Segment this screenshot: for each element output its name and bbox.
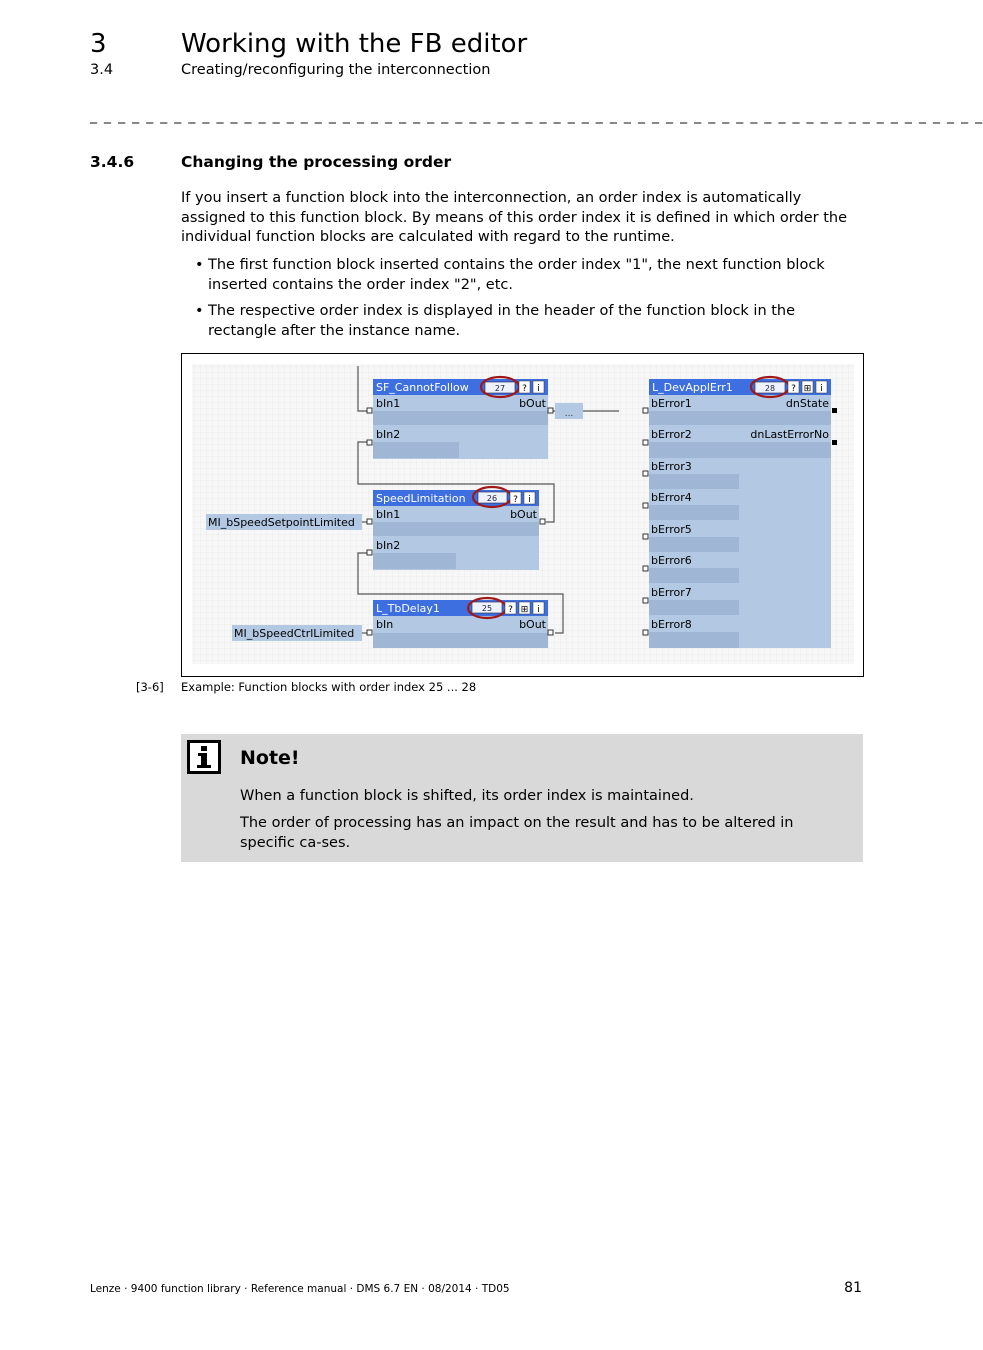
port-label: bError6 <box>651 554 692 567</box>
bullet-marker: • <box>195 257 204 273</box>
grid-icon-glyph: ⊞ <box>520 605 529 615</box>
order-index: 25 <box>481 604 493 613</box>
function-block[interactable] <box>643 377 837 648</box>
footer-text: Lenze · 9400 function library · Reference manual · DMS 6.7 EN · 08/2014 · TD05 <box>90 1283 510 1295</box>
port-label: dnState <box>785 397 829 410</box>
info-icon <box>187 740 221 774</box>
signal-label: MI_bSpeedSetpointLimited <box>208 516 355 529</box>
block-row <box>373 522 539 536</box>
block-name: SF_CannotFollow <box>376 381 469 394</box>
block-name: SpeedLimitation <box>376 492 466 505</box>
port-label: bIn2 <box>376 539 401 552</box>
port-label: bIn1 <box>376 397 401 410</box>
port-label: bError7 <box>651 586 692 599</box>
chapter-title: Working with the FB editor <box>181 29 528 59</box>
input-port[interactable] <box>643 630 648 635</box>
port-label: bIn2 <box>376 428 401 441</box>
bullet-marker: • <box>195 303 204 319</box>
block-row <box>649 568 739 583</box>
help-icon-glyph: ? <box>513 495 518 505</box>
subsection-number: 3.4.6 <box>90 153 135 171</box>
block-row <box>649 600 739 615</box>
output-port[interactable] <box>832 440 837 445</box>
note-box <box>181 734 863 862</box>
input-port[interactable] <box>643 566 648 571</box>
figure-caption-number: [3-6] <box>136 680 164 694</box>
input-port[interactable] <box>367 440 372 445</box>
block-row <box>373 553 456 569</box>
bullet-text: The respective order index is displayed in the header of the function block in the rectangle after the instance name. <box>208 303 796 339</box>
port-label: bError3 <box>651 460 692 473</box>
block-row <box>373 442 459 458</box>
input-port[interactable] <box>367 408 372 413</box>
block-row <box>373 633 548 648</box>
note-paragraph: The order of processing has an impact on the result and has to be altered in specific ca-ses. <box>240 815 794 851</box>
block-name: L_DevApplErr1 <box>652 381 733 394</box>
output-port[interactable] <box>540 519 545 524</box>
port-label: bError1 <box>651 397 692 410</box>
block-row <box>649 411 831 425</box>
figure-caption: Example: Function blocks with order index 25 ... 28 <box>181 680 477 694</box>
port-label: bError5 <box>651 523 692 536</box>
block-row <box>649 537 739 552</box>
fb-diagram <box>182 354 863 676</box>
input-port[interactable] <box>643 598 648 603</box>
block-row <box>649 632 739 648</box>
info-icon-glyph: i <box>537 605 540 615</box>
output-port[interactable] <box>548 408 553 413</box>
input-port[interactable] <box>367 630 372 635</box>
input-port[interactable] <box>643 471 648 476</box>
note-paragraph: When a function block is shifted, its order index is maintained. <box>240 788 694 804</box>
bullet-text: The first function block inserted contains the order index "1", the next function block inserted contains the order index "2", etc. <box>208 257 825 293</box>
signal-label: MI_bSpeedCtrlLimited <box>234 627 355 640</box>
help-icon-glyph: ? <box>522 384 527 394</box>
port-label: bIn1 <box>376 508 401 521</box>
port-label: bError2 <box>651 428 692 441</box>
input-port[interactable] <box>367 550 372 555</box>
block-name: L_TbDelay1 <box>376 602 440 615</box>
input-port[interactable] <box>643 440 648 445</box>
port-label: dnLastErrorNo <box>750 428 829 441</box>
note-title: Note! <box>240 747 300 769</box>
figure-fb-editor <box>181 353 864 677</box>
function-block[interactable] <box>367 377 553 459</box>
header-separator: _ _ _ _ _ _ _ _ _ _ _ _ _ _ _ _ _ _ _ _ _ _ _ _ _ _ _ _ _ _ _ _ _ _ _ _ _ _ _ _ _ _ _ _ _ _ _ _ _ _ _ _ _ _ _ _ _ _ _ _ _ _ _ _ <box>90 108 983 124</box>
grid-icon-glyph: ⊞ <box>803 384 812 394</box>
block-row <box>649 505 739 520</box>
block-row <box>649 474 739 489</box>
help-icon-glyph: ? <box>508 605 513 615</box>
list-item <box>181 302 865 342</box>
order-index: 26 <box>486 494 498 503</box>
info-icon-glyph: i <box>537 384 540 394</box>
body-paragraph: If you insert a function block into the interconnection, an order index is automatically assigned to this function block. By means of this order index it is defined in which order the individual function blocks are calculated with regard to the runtime. <box>181 190 847 245</box>
port-label: bIn <box>376 618 394 631</box>
section-title: Creating/reconfiguring the interconnection <box>181 62 491 78</box>
chapter-number: 3 <box>90 29 107 59</box>
block-row <box>649 442 831 458</box>
port-label: bError8 <box>651 618 692 631</box>
function-block[interactable] <box>367 598 553 648</box>
function-block[interactable] <box>367 487 545 570</box>
input-port[interactable] <box>643 503 648 508</box>
info-icon-glyph: i <box>820 384 823 394</box>
page-number: 81 <box>844 1280 862 1296</box>
subsection-title: Changing the processing order <box>181 153 452 171</box>
output-port[interactable] <box>548 630 553 635</box>
port-label: bOut <box>519 397 546 410</box>
input-port[interactable] <box>643 534 648 539</box>
order-index: 28 <box>764 384 776 393</box>
port-label: bOut <box>510 508 537 521</box>
list-item <box>181 256 865 296</box>
order-index: 27 <box>494 384 506 393</box>
block-row <box>373 411 548 425</box>
input-port[interactable] <box>367 519 372 524</box>
section-number: 3.4 <box>90 62 114 78</box>
port-label: bError4 <box>651 491 692 504</box>
info-icon-glyph: i <box>528 495 531 505</box>
input-port[interactable] <box>643 408 648 413</box>
port-label: bOut <box>519 618 546 631</box>
output-port[interactable] <box>832 408 837 413</box>
connector-label: ... <box>564 409 574 419</box>
help-icon-glyph: ? <box>791 384 796 394</box>
